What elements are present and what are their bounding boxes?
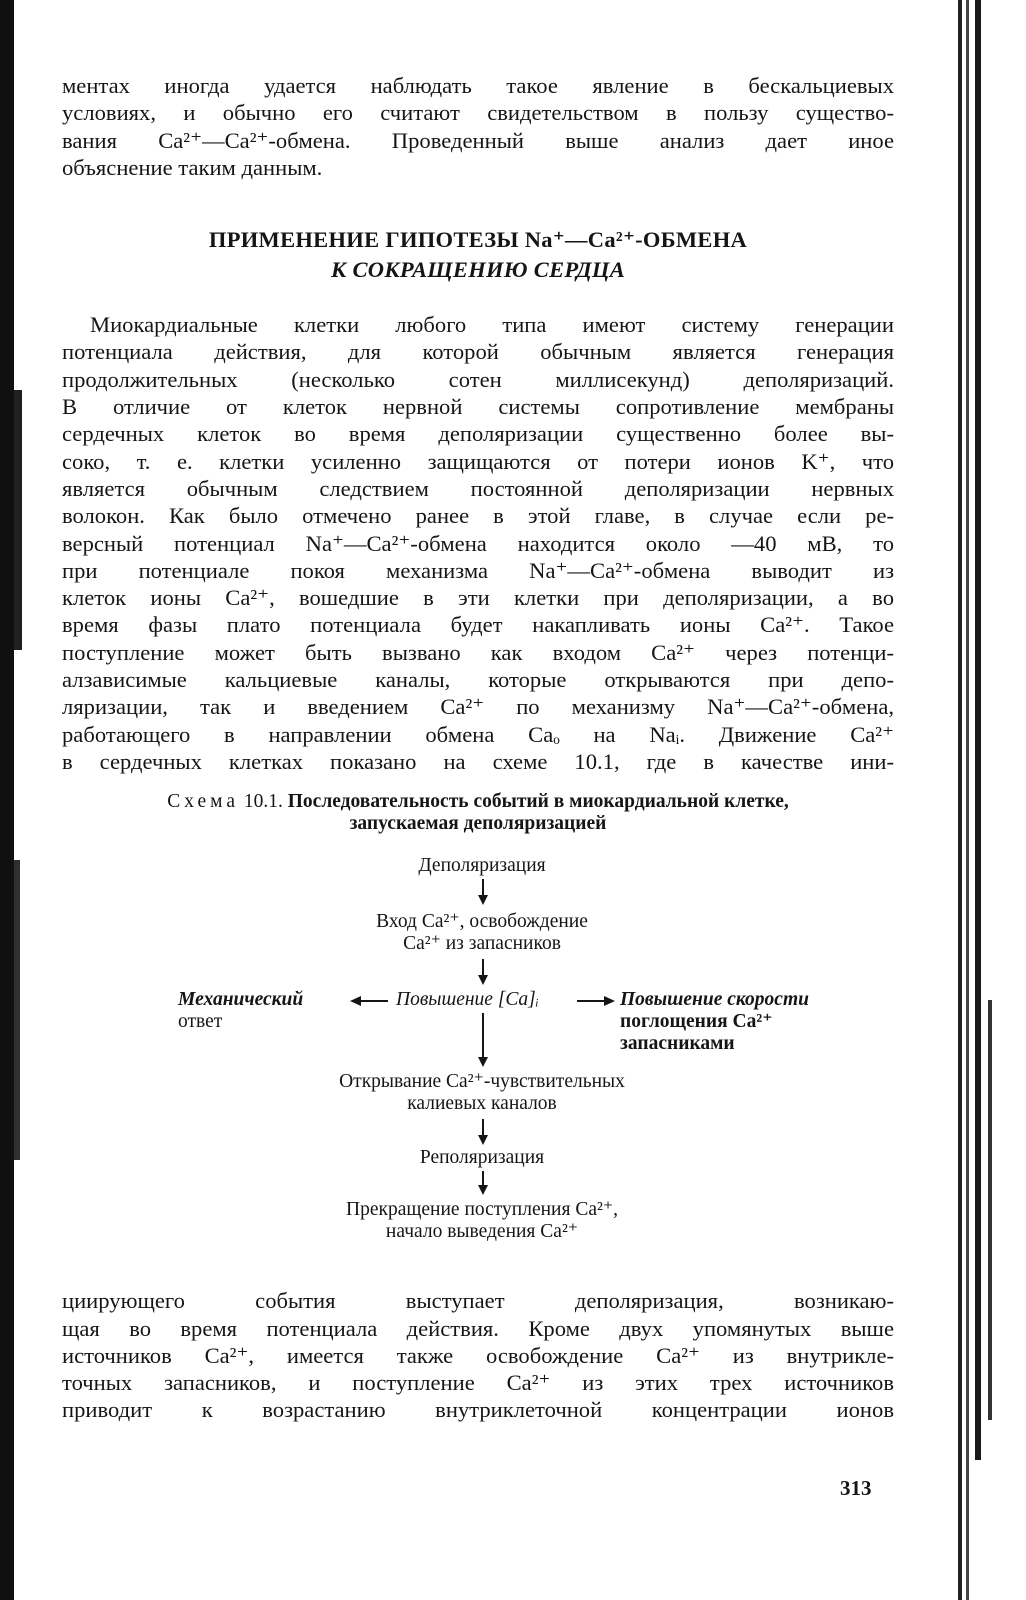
node-mechanical-response [178,989,303,1033]
text-line: ляризации, так и введением Ca²⁺ по механизму Na⁺—Ca²⁺-обмена, [62,694,894,720]
node-text: начало выведения Ca²⁺ [385,1221,579,1243]
text-line: алзависимые кальциевые каналы, которые открываются при депо- [62,667,894,693]
node-text: Ca²⁺ из запасников [403,933,561,955]
node-repolarization: Реполяризация [419,1147,545,1169]
text-line: В отличие от клеток нервной системы сопротивление мембраны [62,394,894,420]
node-text: Повышение скорости [620,989,809,1011]
text-line: в сердечных клетках показано на схеме 10.1, где в качестве ини- [62,748,894,774]
text-line: циирующего события выступает деполяризация, возникаю- [62,1288,894,1314]
scheme-number: 10.1. [243,791,283,813]
arrow-down [482,1171,484,1193]
node-uptake [620,989,809,1055]
text-line: является обычным следствием постоянной деполяризации нервных [62,475,894,501]
arrow-down [482,959,484,983]
arrow-down [482,1119,484,1143]
text-line: объяснение таким данным. [62,154,323,180]
section-title: ПРИМЕНЕНИЕ ГИПОТЕЗЫ Na⁺—Ca²⁺-ОБМЕНА [208,227,748,253]
book-page [62,60,894,1424]
scheme-title: запускаемая деполяризацией [349,813,607,835]
main-paragraph [62,311,894,775]
arrow-right [577,1000,613,1002]
page-number: 313 [840,1476,872,1500]
node-ca-increase: Повышение [Ca]ᵢ [396,989,539,1011]
node-ca-influx [62,911,902,955]
text-line: щая во время потенциала действия. Кроме двух упомянутых выше [62,1315,894,1341]
scan-edge-right [958,0,962,1600]
node-text: запасниками [620,1033,735,1055]
text-line: продолжительных (несколько сотен миллисекунд) деполяризаций. [62,366,894,392]
text-line: вания Ca²⁺—Ca²⁺-обмена. Проведенный выше анализ дает иное [62,127,894,153]
node-text: Открывание Ca²⁺-чувствительных [339,1071,625,1093]
text-line: время фазы плато потенциала будет накапливать ионы Ca²⁺. Такое [62,612,894,638]
text-line: поступление может быть вызвано как входом Ca²⁺ через потенци- [62,639,894,665]
node-text: Прекращение поступления Ca²⁺, [346,1199,618,1221]
section-subtitle: К СОКРАЩЕНИЮ СЕРДЦА [330,257,625,283]
text-line: точных запасников, и поступление Ca²⁺ из этих трех источников [62,1370,894,1396]
scheme-diagram [62,849,894,1269]
text-line: Миокардиальные клетки любого типа имеют систему генерации [90,312,894,338]
scan-edge-left [0,0,14,1600]
text-line: соко, т. е. клетки усиленно защищаются от потери ионов K⁺, что [62,448,894,474]
bottom-paragraph [62,1287,894,1423]
arrow-down [482,1013,484,1065]
text-line: работающего в направлении обмена Caₒ на Naᵢ. Движение Ca²⁺ [62,721,894,747]
text-line: приводит к возрастанию внутриклеточной концентрации ионов [62,1397,894,1423]
node-stop-influx [62,1199,902,1243]
text-line: волокон. Как было отмечено ранее в этой главе, в случае если ре- [62,503,894,529]
text-line: клеток ионы Ca²⁺, вошедшие в эти клетки при деполяризации, а во [62,585,894,611]
text-line: ментах иногда удается наблюдать такое явление в бескальциевых [62,73,894,98]
text-line: условиях, и обычно его считают свидетельством в пользу существо- [62,100,894,126]
node-text: ответ [178,1011,223,1033]
text-line: версный потенциал Na⁺—Ca²⁺-обмена находится около —40 мВ, то [62,530,894,556]
node-k-channels [62,1071,902,1115]
scan-edge-left-shadow [14,860,20,1160]
scan-edge-right [975,0,981,1460]
scheme-label: Схема [167,791,239,813]
arrow-down [482,879,484,903]
arrow-left [352,1000,388,1002]
scan-edge-right [988,1000,992,1420]
scan-edge-right [966,0,969,1600]
node-text: калиевых каналов [407,1093,557,1115]
top-paragraph [62,72,894,181]
text-line: потенциала действия, для которой обычным является генерация [62,339,894,365]
scheme-caption [62,791,894,835]
text-line: сердечных клеток во время деполяризации существенно более вы- [62,421,894,447]
scan-edge-left-shadow [14,390,22,650]
node-depolarization: Деполяризация [418,855,546,877]
node-text: Вход Ca²⁺, освобождение [376,911,588,933]
text-line: источников Ca²⁺, имеется также освобождение Ca²⁺ из внутрикле- [62,1342,894,1368]
node-text: поглощения Ca²⁺ [620,1011,773,1033]
node-text: Механический [178,989,304,1011]
text-line: при потенциале покоя механизма Na⁺—Ca²⁺-обмена выводит из [62,557,894,583]
scheme-title: Последовательность событий в миокардиальной клетке, [287,791,789,813]
